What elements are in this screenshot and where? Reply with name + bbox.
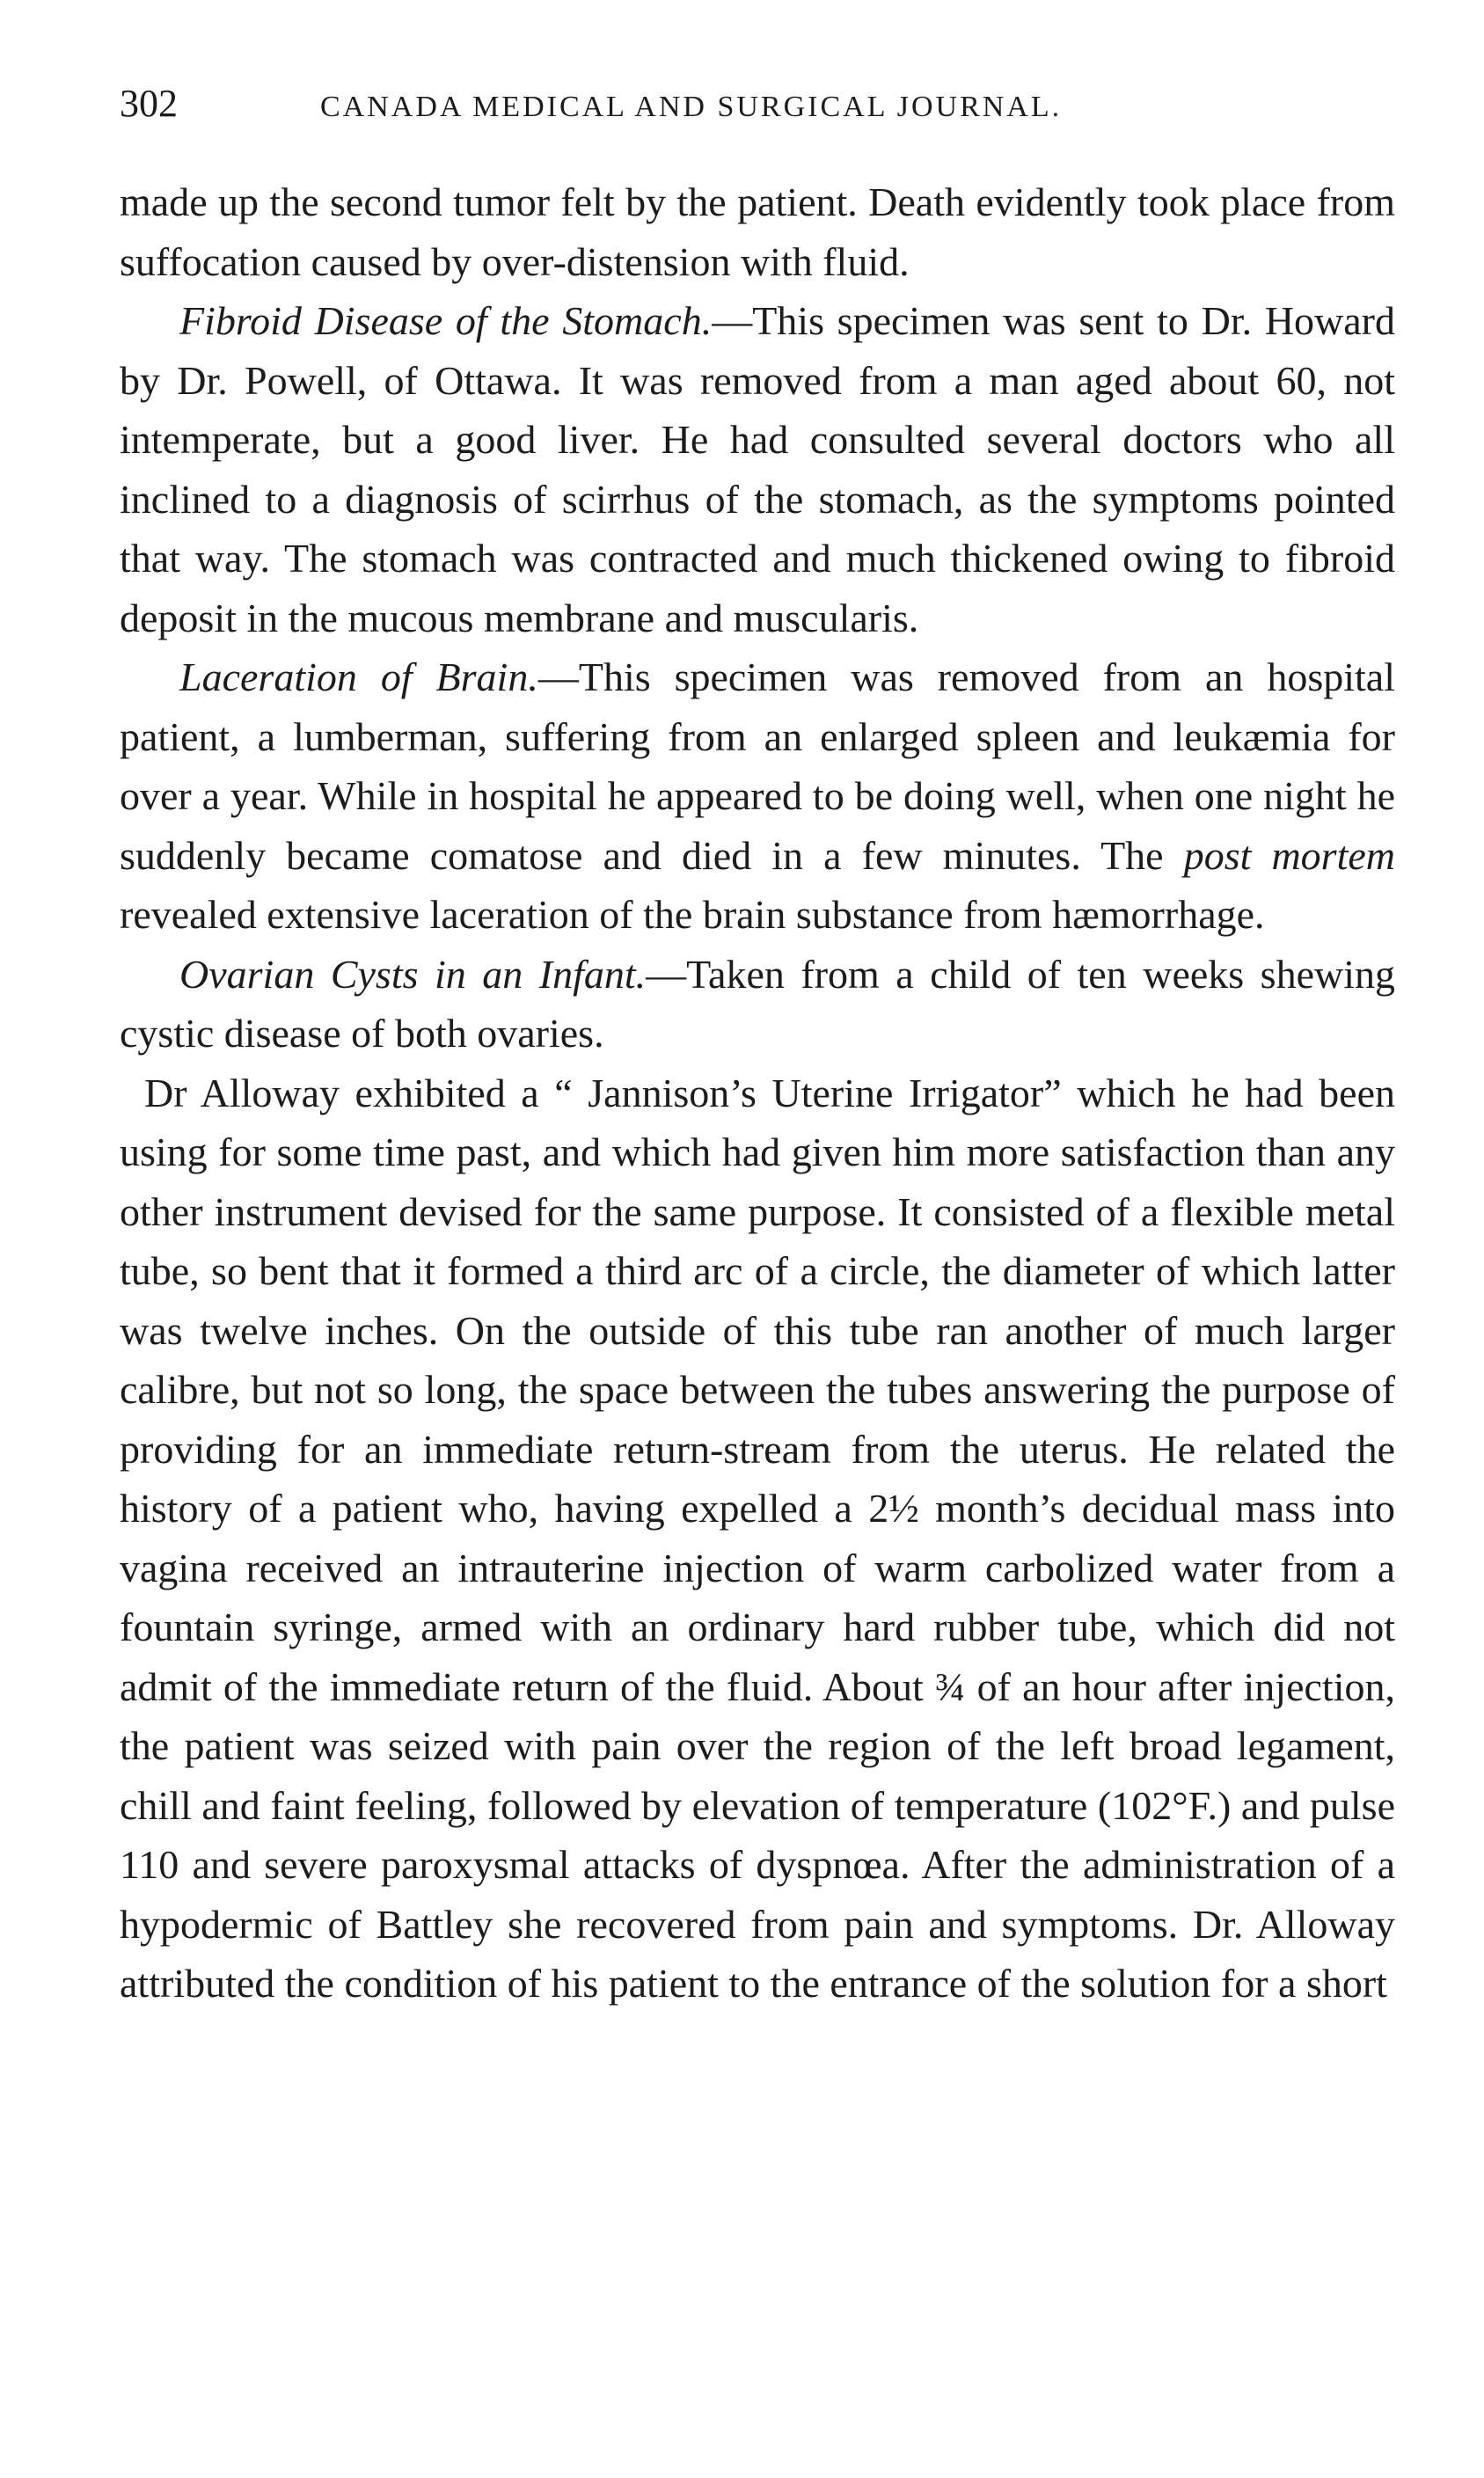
paragraph-text: made up the second tumor felt by the patient. Death evidently took place from suffocation caused by over-distension with fluid. bbox=[120, 179, 1395, 284]
paragraph-uterine-irrigator bbox=[120, 1064, 1395, 2014]
paragraph-text: —This specimen was sent to Dr. Howard by Dr. Powell, of Ottawa. It was removed from a man aged about 60, not intemperate, but a good liver. He had consulted several doctors who all inclined to a diagnosis of scirrhus of the stomach, as the symptoms pointed that way. The stomach was contracted and much thickened owing to fibroid deposit in the mucous membrane and muscularis. bbox=[120, 298, 1395, 640]
paragraph-fibroid-disease bbox=[120, 291, 1395, 647]
paragraph-laceration-of-brain bbox=[120, 647, 1395, 945]
running-head: CANADA MEDICAL AND SURGICAL JOURNAL. bbox=[320, 91, 1063, 123]
section-heading-laceration-of-brain: Laceration of Brain. bbox=[179, 654, 538, 699]
italic-term-post-mortem: post mortem bbox=[1183, 832, 1395, 878]
paragraph-text: —Taken from a child of ten weeks shewing cystic disease of both ovaries. bbox=[120, 951, 1395, 1056]
article-body bbox=[120, 172, 1395, 2014]
paragraph-text: Dr Alloway exhibited a “ Jannison’s Uterine Irrigator” which he had been using for some time past, and which had given him more satisfaction than any other instrument devised for the same purpose. It consisted of a flexible metal tube, so bent that it formed a third arc of a circle, the diameter of which latter was twelve inches. On the outside of this tube ran another of much larger calibre, but not so long, the space between the tubes answering the purpose of providing for an immediate return-stream from the uterus. He related the history of a patient who, having expelled a 2½ month’s decidual mass into vagina received an intrauterine injection of warm carbolized water from a fountain syringe, armed with an ordinary hard rubber tube, which did not admit of the immediate return of the fluid. About ¾ of an hour after injection, the patient was seized with pain over the region of the left broad legament, chill and faint feeling, followed by elevation of temperature (102°F.) and pulse 110 and severe paroxysmal attacks of dyspnœa. After the administration of a hypodermic of Battley she recovered from pain and symptoms. Dr. Alloway attributed the condition of his patient to the entrance of the solution for a short bbox=[120, 1070, 1395, 2006]
section-heading-ovarian-cysts: Ovarian Cysts in an Infant. bbox=[179, 951, 647, 997]
paragraph-continued bbox=[120, 172, 1395, 291]
section-heading-fibroid-disease: Fibroid Disease of the Stomach. bbox=[179, 298, 713, 343]
paragraph-ovarian-cysts bbox=[120, 945, 1395, 1064]
page-number: 302 bbox=[120, 82, 178, 125]
paragraph-text: revealed extensive laceration of the brain substance from hæmorrhage. bbox=[120, 892, 1265, 937]
page-header bbox=[120, 77, 1395, 130]
paragraph-text: —This specimen was removed from an hospital patient, a lumberman, suffering from an enlarged spleen and leukæmia for over a year. While in hospital he appeared to be doing well, when one night he suddenly became comatose and died in a few minutes. The bbox=[120, 654, 1395, 878]
